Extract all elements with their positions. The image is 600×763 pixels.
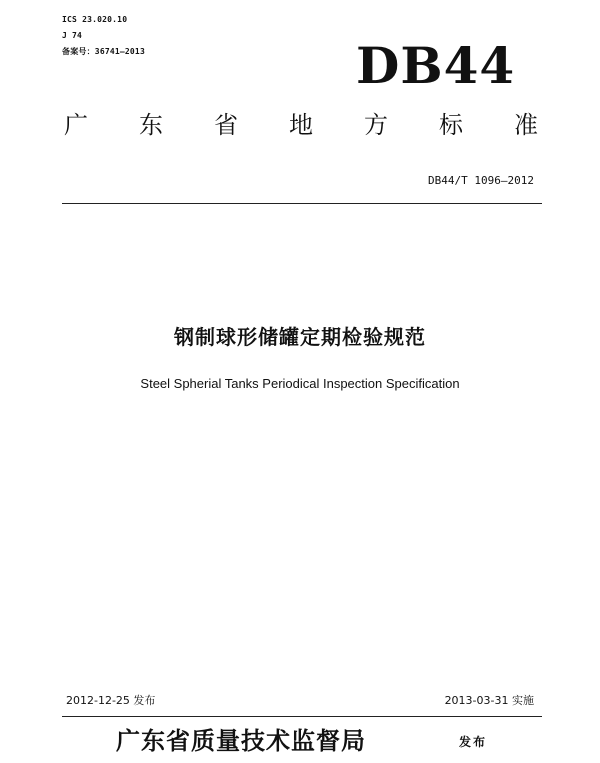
document-title-chinese: 钢制球形储罐定期检验规范 (174, 325, 426, 349)
top-divider (62, 203, 542, 204)
standard-logo: DB44 (356, 36, 516, 95)
standard-type-char: 东 (139, 111, 163, 139)
standard-type-char: 地 (289, 111, 313, 139)
implementation-date: 2013-03-31 实施 (444, 694, 534, 707)
standard-type-char: 方 (364, 111, 388, 139)
standard-type-char: 准 (514, 111, 538, 139)
standard-number: DB44/T 1096—2012 (428, 174, 534, 187)
standard-type-char: 省 (214, 111, 238, 139)
standard-type-char: 标 (439, 111, 463, 139)
standard-type-char: 广 (64, 111, 88, 139)
ics-code: ICS 23.020.10 (62, 15, 128, 24)
document-title-english: Steel Spherial Tanks Periodical Inspection Specification (140, 376, 460, 391)
bottom-divider (62, 716, 542, 717)
issue-date: 2012-12-25 发布 (66, 694, 156, 707)
record-number: 备案号：36741—2013 (62, 47, 145, 56)
clc-code: J 74 (62, 31, 83, 40)
standard-type-heading (62, 107, 540, 143)
issuing-authority: 广东省质量技术监督局 (116, 726, 366, 755)
publish-label: 发布 (459, 735, 488, 749)
